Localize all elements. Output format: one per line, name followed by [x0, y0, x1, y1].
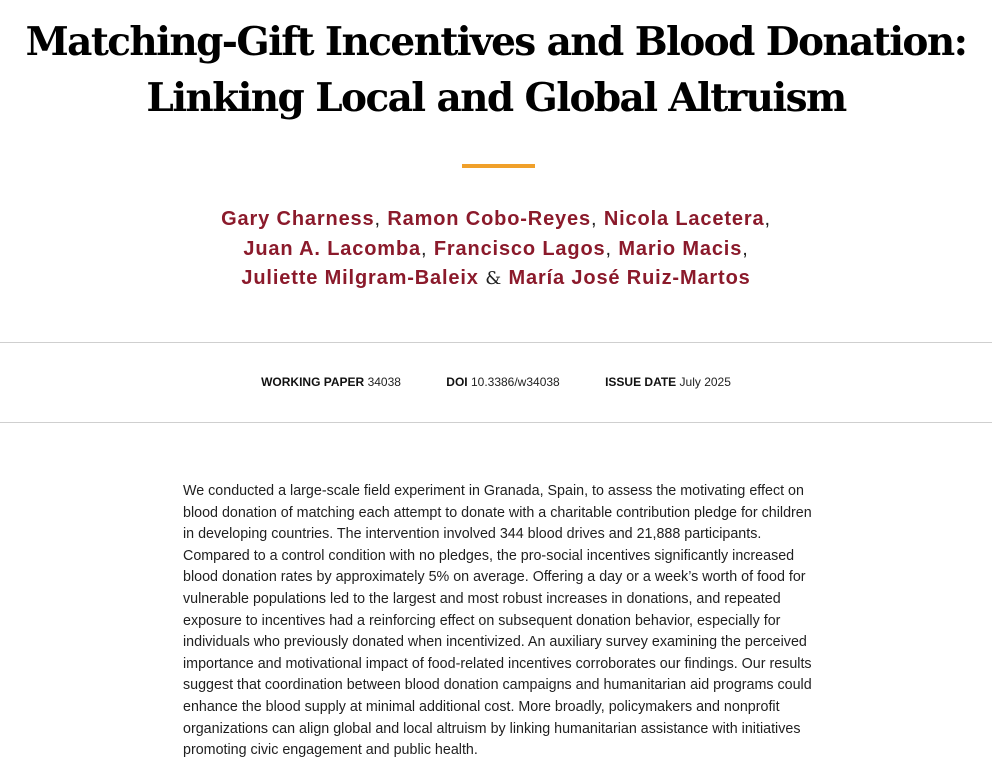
author-link-lacetera[interactable]: Nicola Lacetera	[603, 208, 765, 230]
author-ampersand: &	[485, 268, 503, 289]
author-link-cobo-reyes[interactable]: Ramon Cobo-Reyes	[387, 208, 591, 230]
author-separator: ,	[742, 237, 749, 260]
author-line-1	[0, 205, 992, 235]
author-link-charness[interactable]: Gary Charness	[221, 208, 375, 230]
meta-divider-bottom	[0, 422, 992, 423]
meta-issue-date	[605, 374, 731, 390]
author-separator: ,	[420, 237, 428, 260]
author-separator: ,	[374, 208, 381, 230]
paper-title-line-1: Matching-Gift Incentives and Blood Donation:	[25, 19, 967, 65]
author-link-milgram-baleix[interactable]: Juliette Milgram-Baleix	[241, 267, 479, 289]
paper-title	[0, 14, 992, 126]
meta-working-paper	[261, 374, 401, 390]
author-link-macis[interactable]: Mario Macis	[618, 237, 743, 260]
author-link-lagos[interactable]: Francisco Lagos	[433, 237, 606, 260]
author-separator: ,	[764, 208, 771, 230]
author-link-lacomba[interactable]: Juan A. Lacomba	[243, 237, 421, 260]
author-separator: ,	[590, 208, 598, 230]
meta-doi	[446, 374, 559, 390]
author-line-3	[0, 264, 992, 294]
meta-divider-top	[0, 342, 992, 343]
abstract-text: We conducted a large-scale field experiment in Granada, Spain, to assess the motivating effect on blood donation of matching each attempt to donate with a charitable contribution pledge for children in developing countries. The intervention involved 344 blood drives and 21,888 participants. Compared to a control condition with no pledges, the pro-social incentives significantly increased blood donation rates by approximately 5% on average. Offering a day or a week’s worth of food for vulnerable populations led to the largest and most robust increases in donations, and repeated exposure to incentives had a reinforcing effect on subsequent donation behavior, especially for individuals who previously donated when incentivized. An auxiliary survey examining the perceived importance and motivational impact of food-related incentives corroborates our findings. Our results suggest that coordination between blood donation campaigns and humanitarian aid programs could enhance the blood supply at minimal additional cost. More broadly, policymakers and nonprofit organizations can align global and local altruism by linking humanitarian assistance with initiatives promoting civic engagement and public health.	[183, 483, 812, 759]
meta-issue-date-label: ISSUE DATE	[605, 375, 677, 389]
meta-doi-label: DOI	[446, 375, 468, 389]
author-separator: ,	[605, 237, 612, 260]
author-list	[0, 205, 992, 294]
meta-working-paper-label: WORKING PAPER	[261, 375, 365, 389]
paper-meta-bar	[0, 374, 992, 390]
meta-doi-value[interactable]: 10.3386/w34038	[470, 375, 560, 389]
meta-issue-date-value: July 2025	[679, 375, 731, 389]
author-line-2	[0, 235, 992, 265]
author-link-ruiz-martos[interactable]: María José Ruiz-Martos	[508, 267, 751, 289]
paper-title-line-2: Linking Local and Global Altruism	[146, 75, 846, 121]
title-accent-rule	[462, 164, 535, 168]
meta-working-paper-value: 34038	[367, 375, 401, 389]
